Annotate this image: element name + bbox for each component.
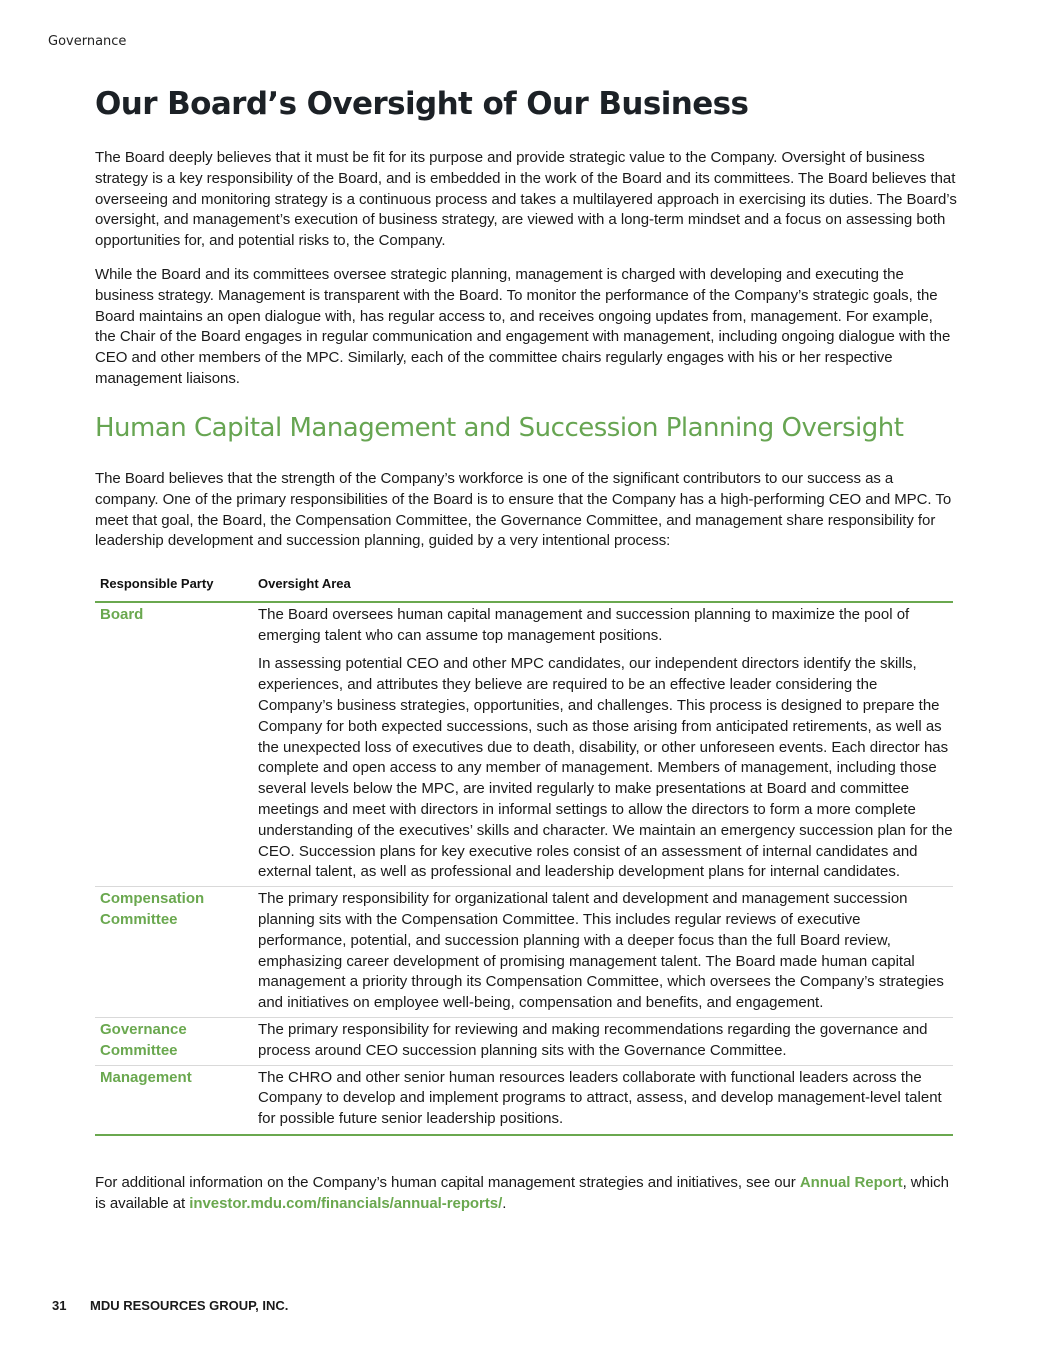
- section-label: Governance: [48, 34, 127, 49]
- page-footer: [52, 1298, 288, 1313]
- page-title: Our Board’s Oversight of Our Business: [95, 86, 749, 122]
- closing-paragraph: [95, 1173, 957, 1215]
- oversight-board: [258, 602, 953, 887]
- closing-text: For additional information on the Company’s human capital management strategies and initiatives, see our: [95, 1174, 800, 1191]
- company-name: MDU RESOURCES GROUP, INC.: [90, 1298, 289, 1313]
- party-label-line: Committee: [100, 1041, 178, 1059]
- party-management: Management: [95, 1065, 258, 1135]
- party-board: Board: [95, 602, 258, 887]
- table-row: [95, 887, 953, 1018]
- party-compensation-committee: [95, 887, 258, 1018]
- closing-text: .: [502, 1194, 507, 1212]
- annual-report-link[interactable]: Annual Report: [799, 1174, 903, 1191]
- party-label-line: Committee: [100, 910, 178, 928]
- oversight-management: The CHRO and other senior human resources leaders collaborate with functional leaders across the Company to develop and implement programs to attract, assess, and develop management-level talent for possible future senior leadership positions.: [258, 1065, 953, 1135]
- intro-paragraph-1: The Board deeply believes that it must be fit for its purpose and provide strategic value to the Company. Oversight of business strategy is a key responsibility of the Board, and is embedded in the work of the Board and its committees. The Board believes that overseeing and monitoring strategy is a continuous process and takes a multilayered approach in exercising its duties. The Board’s oversight, and management’s execution of business strategy, are viewed with a long-term mindset and a focus on assessing both opportunities for, and potential risks to, the Company.: [95, 149, 957, 250]
- table-row: [95, 602, 953, 887]
- header-responsible-party: Responsible Party: [95, 570, 258, 602]
- table-header-row: [95, 570, 953, 602]
- intro-paragraph-2: While the Board and its committees oversee strategic planning, management is charged with developing and executing the business strategy. Management is transparent with the Board. To monitor the performance of the Company’s strategic goals, the Board maintains an open dialogue with, has regular access to, and receives ongoing updates from, management. For example, the Chair of the Board engages in regular communication and engagement with management, including ongoing dialogue with the CEO and other members of the MPC. Similarly, each of the committee chairs regularly engages with his or her respective management liaisons.: [95, 266, 951, 387]
- table-row: [95, 1017, 953, 1065]
- subsection-intro: The Board believes that the strength of the Company’s workforce is one of the significant contributors to our success as a company. One of the primary responsibilities of the Board is to ensure that the Company has a high-performing CEO and MPC. To meet that goal, the Board, the Compensation Committee, the Governance Committee, and management share responsibility for leadership development and succession planning, guided by a very intentional process:: [95, 470, 952, 550]
- oversight-compensation-committee: The primary responsibility for organizational talent and development and management succession planning sits with the Compensation Committee. This includes regular reviews of executive performance, potential, and succession planning with a deeper focus than the full Board review, emphasizing career development of promising management talent. The Board made human capital management a priority through its Compensation Committee, which oversees the Company’s strategies and initiatives on employee well-being, compensation and benefits, and engagement.: [258, 887, 953, 1018]
- oversight-text: The Board oversees human capital management and succession planning to maximize the pool of emerging talent who can assume top management positions.: [258, 605, 910, 644]
- subsection-title: Human Capital Management and Succession Planning Oversight: [95, 413, 904, 443]
- header-oversight-area: Oversight Area: [258, 570, 953, 602]
- oversight-table: [95, 570, 953, 1136]
- closing-text: , which is available at: [95, 1174, 949, 1212]
- page-number: 31: [52, 1298, 67, 1313]
- investor-url-link[interactable]: investor.mdu.com/financials/annual-reports/: [189, 1194, 503, 1212]
- oversight-text: In assessing potential CEO and other MPC candidates, our independent directors identify the skills, experiences, and attributes they believe are required to be an effective leader considering the Company’s business strategies, opportunities, and challenges. This process is designed to prepare the Company for both expected successions, such as those arising from anticipated retirements, as well as the unexpected loss of executives due to death, disability, or other unforeseen events. Each director has complete and open access to any member of management. Members of management, including those several levels below the MPC, are invited regularly to make presentations at Board and committee meetings and meet with directors in informal settings to allow the directors to form a more complete understanding of the executives’ skills and character. We maintain an emergency succession plan for the CEO. Succession plans for key executive roles consist of an assessment of internal candidates and external talent, as well as professional and leadership development plans for internal candidates.: [258, 655, 953, 881]
- party-label-line: Compensation: [100, 890, 205, 908]
- oversight-governance-committee: The primary responsibility for reviewing and making recommendations regarding the governance and process around CEO succession planning sits with the Governance Committee.: [258, 1017, 953, 1065]
- party-governance-committee: [95, 1017, 258, 1065]
- table-row: [95, 1065, 953, 1135]
- party-label-line: Governance: [100, 1020, 187, 1038]
